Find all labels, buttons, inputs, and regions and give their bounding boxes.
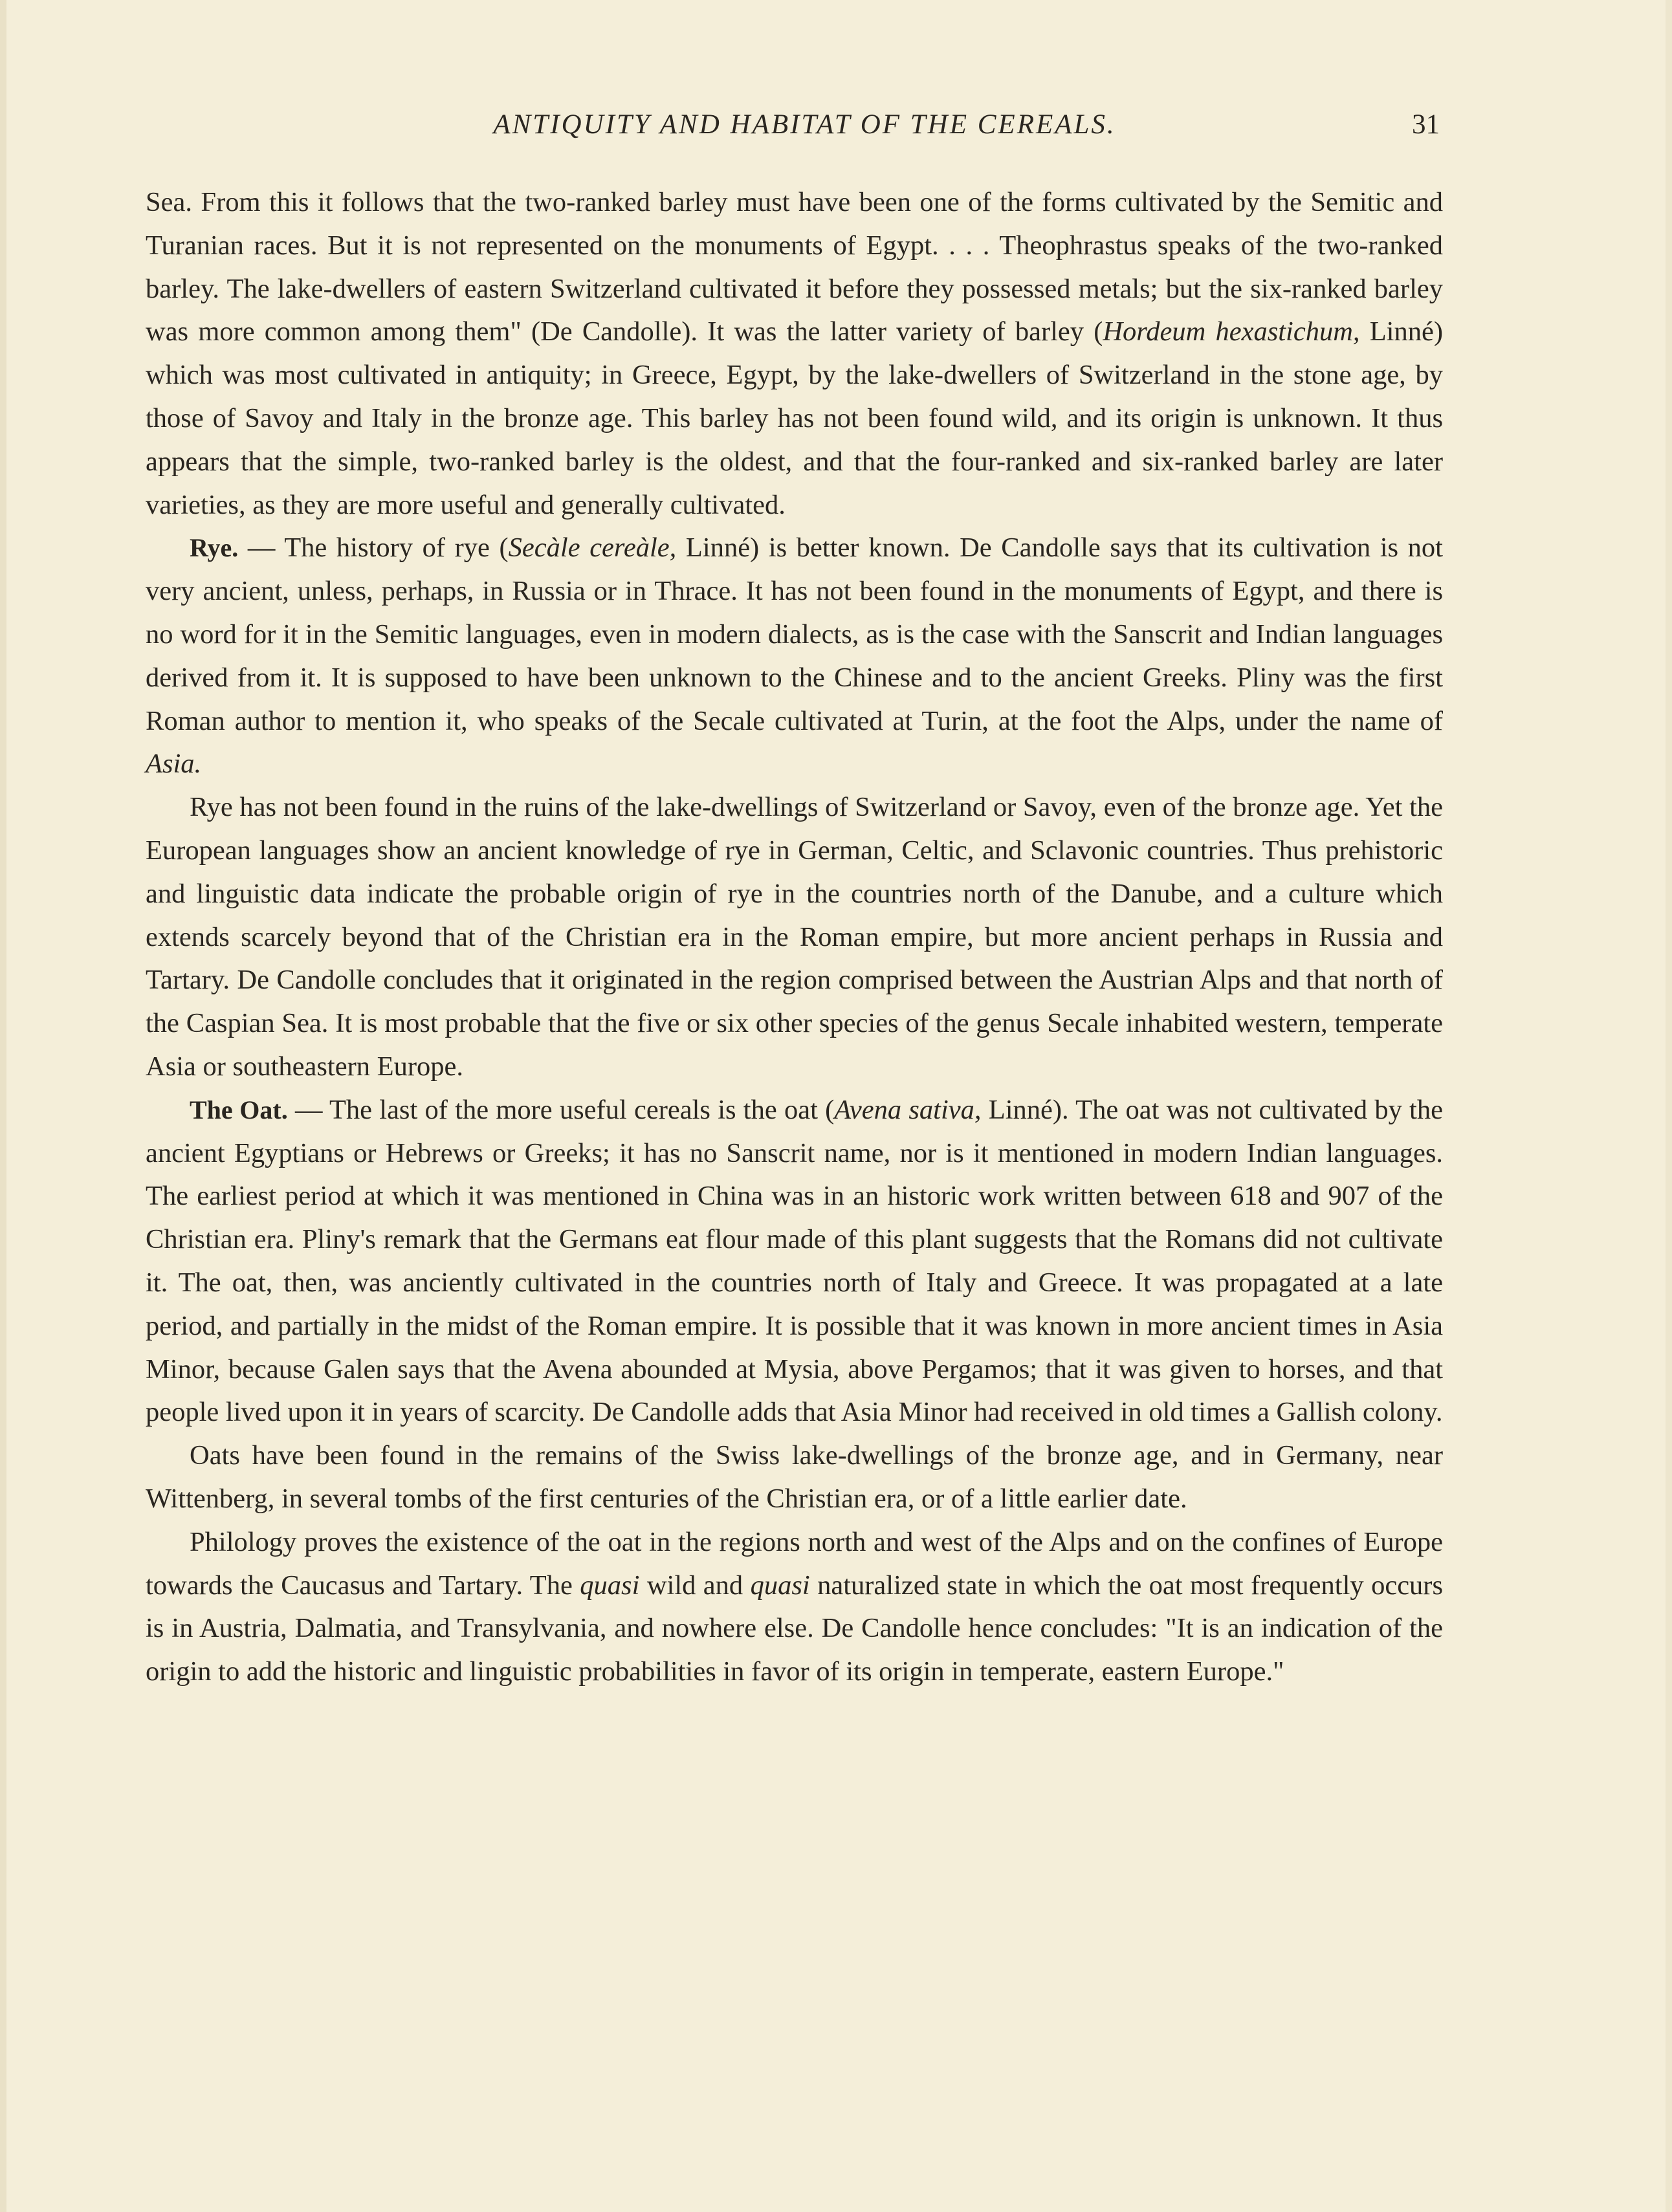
paragraph	[146, 1521, 1443, 1694]
text-run: — The last of the more useful cereals is the oat (	[287, 1094, 835, 1125]
text-run: Linné). The oat was not cultivated by the ancient Egyptians or Hebrews or Greeks; it has no Sanscrit name, nor is it mentioned in modern Indian languages. The earliest period at which it was mentioned in China was in an historic work written between 618 and 907 of the Christian era. Pliny's remark that the Germans eat flour made of this plant suggests that the Romans did not cultivate it. The oat, then, was anciently cultivated in the countries north of Italy and Greece. It was propagated at a late period, and partially in the midst of the Roman empire. It is possible that it was known in more ancient times in Asia Minor, because Galen says that the Avena abounded at Mysia, above Pergamos; that it was given to horses, and that people lived upon it in years of scarcity. De Candolle adds that Asia Minor had received in old times a Gallish colony.	[146, 1094, 1443, 1428]
paragraph	[146, 786, 1443, 1089]
paragraph	[146, 1434, 1443, 1521]
paragraph-lead: The Oat.	[190, 1095, 288, 1124]
italic-run: Hordeum hexastichum,	[1103, 316, 1360, 347]
paragraph-lead: Rye.	[190, 533, 239, 563]
running-head	[146, 109, 1440, 160]
italic-run: quasi	[750, 1570, 810, 1601]
text-run: Oats have been found in the remains of the Swiss lake-dwellings of the bronze age, and in Germany, near Wittenberg, in several tombs of the first centuries of the Christian era, or of a little earlier date.	[146, 1440, 1443, 1514]
text-run: wild and	[639, 1570, 751, 1601]
page-number: 31	[1412, 109, 1440, 140]
paragraph	[146, 527, 1443, 786]
text-run: naturalized state in which the oat most frequently occurs is in Austria, Dalmatia, and Transylvania, and nowhere else. De Candolle hence concludes: "It is an indication of the origin to add the historic and linguistic probabilities in favor of its origin in temperate, eastern Europe."	[146, 1570, 1443, 1687]
text-run: — The history of rye (	[238, 532, 509, 564]
paragraph	[146, 1089, 1443, 1434]
italic-run: Asia.	[146, 749, 202, 780]
italic-run: Secàle cereàle,	[508, 532, 677, 564]
italic-run: Avena sativa,	[834, 1094, 982, 1125]
running-title: ANTIQUITY AND HABITAT OF THE CEREALS.	[493, 109, 1116, 140]
text-run: Linné) which was most cultivated in antiquity; in Greece, Egypt, by the lake-dwellers of Switzerland in the stone age, by those of Savoy and Italy in the bronze age. This barley has not been found wild, and its origin is unknown. It thus appears that the simple, two-ranked barley is the oldest, and that the four-ranked and six-ranked barley are later varieties, as they are more useful and generally cultivated.	[146, 316, 1443, 520]
text-run: Rye has not been found in the ruins of the lake-dwellings of Switzerland or Savoy, even of the bronze age. Yet the European languages show an ancient knowledge of rye in German, Celtic, and Sclavonic countries. Thus prehistoric and linguistic data indicate the probable origin of rye in the countries north of the Danube, and a culture which extends scarcely beyond that of the Christian era in the Roman empire, but more ancient perhaps in Russia and Tartary. De Candolle concludes that it originated in the region comprised between the Austrian Alps and that north of the Caspian Sea. It is most probable that the five or six other species of the genus Secale inhabited western, temperate Asia or southeastern Europe.	[146, 792, 1443, 1082]
text-body	[146, 181, 1443, 1694]
text-run: Philology proves the existence of the oat in the regions north and west of the Alps and on the confines of Europe towards the Caucasus and Tartary. The	[146, 1526, 1443, 1601]
text-run: Linné) is better known. De Candolle says that its cultivation is not very ancient, unless, perhaps, in Russia or in Thrace. It has not been found in the monuments of Egypt, and there is no word for it in the Semitic languages, even in modern dialects, as is the case with the Sanscrit and Indian languages derived from it. It is supposed to have been unknown to the Chinese and to the ancient Greeks. Pliny was the first Roman author to mention it, who speaks of the Secale cultivated at Turin, at the foot the Alps, under the name of	[146, 532, 1443, 736]
paragraph	[146, 181, 1443, 527]
text-run: Sea. From this it follows that the two-ranked barley must have been one of the forms cultivated by the Semitic and Turanian races. But it is not represented on the monuments of Egypt. . . . Theophrastus speaks of the two-ranked barley. The lake-dwellers of eastern Switzerland cultivated it before they possessed metals; but the six-ranked barley was more common among them" (De Candolle). It was the latter variety of barley (	[146, 187, 1443, 347]
italic-run: quasi	[580, 1570, 640, 1601]
